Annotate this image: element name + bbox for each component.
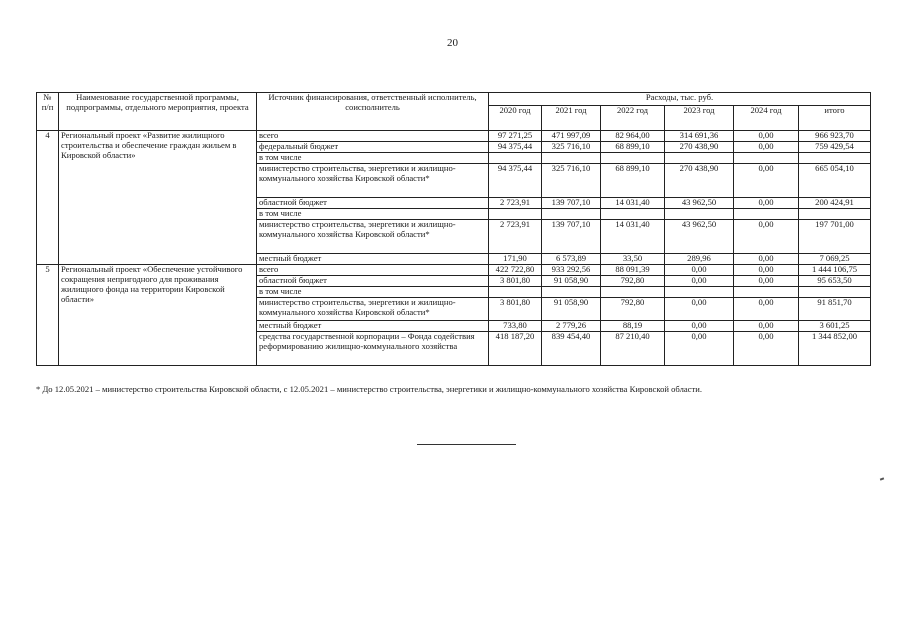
amount-cell: 314 691,36 [665, 131, 734, 142]
amount-cell [489, 153, 542, 164]
table-row [37, 265, 871, 276]
header-year: 2024 год [734, 106, 799, 131]
amount-cell: 325 716,10 [542, 142, 601, 153]
header-source: Источник финансирования, ответственный исполнитель, соисполнитель [257, 93, 489, 131]
table-row [37, 131, 871, 142]
amount-cell: 933 292,56 [542, 265, 601, 276]
amount-cell: 0,00 [734, 321, 799, 332]
amount-cell: 270 438,90 [665, 142, 734, 153]
amount-cell: 94 375,44 [489, 142, 542, 153]
amount-cell: 139 707,10 [542, 220, 601, 254]
amount-cell: 0,00 [734, 220, 799, 254]
project-name: Региональный проект «Развитие жилищного строительства и обеспечение граждан жильем в Кировской области» [59, 131, 257, 265]
amount-cell: 33,50 [601, 254, 665, 265]
amount-cell: 88,19 [601, 321, 665, 332]
amount-cell: 14 031,40 [601, 220, 665, 254]
amount-cell: 82 964,00 [601, 131, 665, 142]
footnote: * До 12.05.2021 – министерство строительства Кировской области, с 12.05.2021 – министерство строительства, энергетики и жилищно-коммунального хозяйства Кировской области. [36, 384, 702, 394]
amount-cell: 139 707,10 [542, 198, 601, 209]
amount-cell [489, 287, 542, 298]
amount-cell: 325 716,10 [542, 164, 601, 198]
header-year: 2020 год [489, 106, 542, 131]
funding-source: министерство строительства, энергетики и жилищно-коммунального хозяйства Кировской области* [257, 164, 489, 198]
funding-source: областной бюджет [257, 198, 489, 209]
amount-cell: 3 801,80 [489, 298, 542, 321]
funding-source: всего [257, 131, 489, 142]
amount-cell [601, 209, 665, 220]
amount-cell: 91 058,90 [542, 276, 601, 287]
total-cell [799, 153, 871, 164]
amount-cell [665, 209, 734, 220]
budget-table [36, 92, 871, 366]
amount-cell [489, 209, 542, 220]
amount-cell: 792,80 [601, 298, 665, 321]
total-cell: 200 424,91 [799, 198, 871, 209]
amount-cell: 270 438,90 [665, 164, 734, 198]
project-number: 4 [37, 131, 59, 265]
amount-cell [665, 287, 734, 298]
funding-source: в том числе [257, 209, 489, 220]
project-number: 5 [37, 265, 59, 366]
amount-cell [542, 209, 601, 220]
amount-cell [734, 287, 799, 298]
amount-cell: 0,00 [734, 254, 799, 265]
header-year: 2022 год [601, 106, 665, 131]
header-num: № п/п [37, 93, 59, 131]
amount-cell: 0,00 [734, 198, 799, 209]
funding-source: в том числе [257, 153, 489, 164]
page-number: 20 [447, 37, 458, 49]
amount-cell: 0,00 [665, 321, 734, 332]
amount-cell: 0,00 [734, 298, 799, 321]
amount-cell: 0,00 [665, 332, 734, 366]
amount-cell: 839 454,40 [542, 332, 601, 366]
amount-cell [542, 287, 601, 298]
amount-cell: 0,00 [665, 265, 734, 276]
amount-cell: 3 801,80 [489, 276, 542, 287]
amount-cell [734, 153, 799, 164]
amount-cell: 2 723,91 [489, 198, 542, 209]
amount-cell: 88 091,39 [601, 265, 665, 276]
header-total: итого [799, 106, 871, 131]
amount-cell: 0,00 [734, 164, 799, 198]
amount-cell: 2 779,26 [542, 321, 601, 332]
amount-cell [542, 153, 601, 164]
amount-cell: 0,00 [734, 332, 799, 366]
amount-cell: 289,96 [665, 254, 734, 265]
total-cell: 91 851,70 [799, 298, 871, 321]
total-cell: 3 601,25 [799, 321, 871, 332]
project-name: Региональный проект «Обеспечение устойчивого сокращения непригодного для проживания жилищного фонда на территории Кировской области» [59, 265, 257, 366]
amount-cell: 0,00 [734, 265, 799, 276]
total-cell: 966 923,70 [799, 131, 871, 142]
funding-source: местный бюджет [257, 254, 489, 265]
total-cell: 7 069,25 [799, 254, 871, 265]
funding-source: федеральный бюджет [257, 142, 489, 153]
amount-cell: 418 187,20 [489, 332, 542, 366]
total-cell: 665 054,10 [799, 164, 871, 198]
total-cell: 95 653,50 [799, 276, 871, 287]
header-year: 2021 год [542, 106, 601, 131]
amount-cell: 91 058,90 [542, 298, 601, 321]
amount-cell [601, 287, 665, 298]
amount-cell: 422 722,80 [489, 265, 542, 276]
total-cell: 759 429,54 [799, 142, 871, 153]
amount-cell: 68 899,10 [601, 142, 665, 153]
amount-cell: 171,90 [489, 254, 542, 265]
funding-source: средства государственной корпорации – Фонда содействия реформированию жилищно-коммунального хозяйства [257, 332, 489, 366]
amount-cell: 0,00 [665, 298, 734, 321]
total-cell: 197 701,00 [799, 220, 871, 254]
amount-cell [601, 153, 665, 164]
amount-cell: 733,80 [489, 321, 542, 332]
funding-source: министерство строительства, энергетики и жилищно-коммунального хозяйства Кировской области* [257, 220, 489, 254]
amount-cell: 87 210,40 [601, 332, 665, 366]
amount-cell: 0,00 [734, 131, 799, 142]
amount-cell: 6 573,89 [542, 254, 601, 265]
amount-cell: 2 723,91 [489, 220, 542, 254]
amount-cell: 43 962,50 [665, 220, 734, 254]
funding-source: в том числе [257, 287, 489, 298]
total-cell [799, 287, 871, 298]
amount-cell: 471 997,09 [542, 131, 601, 142]
amount-cell: 0,00 [734, 142, 799, 153]
funding-source: областной бюджет [257, 276, 489, 287]
amount-cell: 792,80 [601, 276, 665, 287]
amount-cell: 0,00 [734, 276, 799, 287]
funding-source: местный бюджет [257, 321, 489, 332]
amount-cell [665, 153, 734, 164]
total-cell: 1 344 852,00 [799, 332, 871, 366]
total-cell [799, 209, 871, 220]
amount-cell: 94 375,44 [489, 164, 542, 198]
amount-cell: 43 962,50 [665, 198, 734, 209]
amount-cell [734, 209, 799, 220]
funding-source: министерство строительства, энергетики и жилищно-коммунального хозяйства Кировской области* [257, 298, 489, 321]
funding-source: всего [257, 265, 489, 276]
amount-cell: 14 031,40 [601, 198, 665, 209]
scan-speck [880, 477, 884, 480]
header-year: 2023 год [665, 106, 734, 131]
amount-cell: 97 271,25 [489, 131, 542, 142]
amount-cell: 0,00 [665, 276, 734, 287]
amount-cell: 68 899,10 [601, 164, 665, 198]
header-name: Наименование государственной программы, подпрограммы, отдельного мероприятия, проекта [59, 93, 257, 131]
end-rule [417, 444, 516, 445]
total-cell: 1 444 106,75 [799, 265, 871, 276]
header-expenses: Расходы, тыс. руб. [489, 93, 871, 106]
